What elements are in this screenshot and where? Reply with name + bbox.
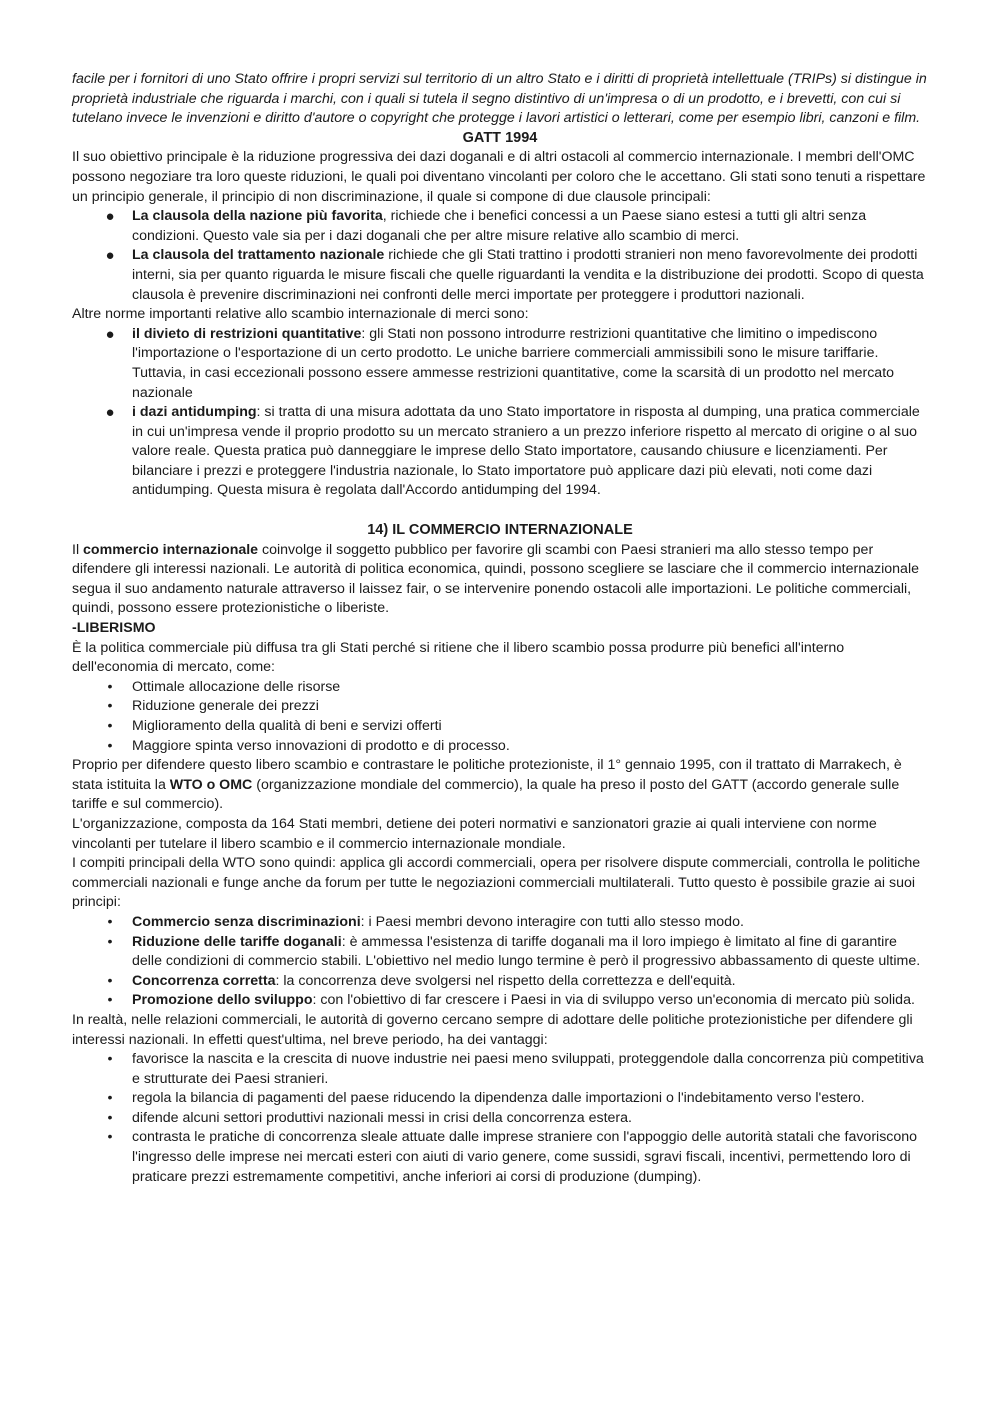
clause-title: La clausola del trattamento nazionale — [132, 247, 385, 264]
principle-title: Promozione dello sviluppo — [132, 992, 313, 1009]
reality-paragraph: In realtà, nelle relazioni commerciali, le autorità di governo cercano sempre di adottare delle politiche protezionistiche per difendere gli interessi nazionali. In effetti quest'ultima, nel breve periodo, ha dei vantaggi: — [72, 1011, 913, 1048]
list-item — [72, 1089, 928, 1109]
list-item-text: Riduzione generale dei prezzi — [132, 698, 319, 715]
gatt-paragraph: Il suo obiettivo principale è la riduzione progressiva dei dazi doganali e di altri ostacoli al commercio internazionale. I membri dell'OMC possono negoziare tra loro queste riduzioni, le quali poi diventano vincolanti per coloro che le accettano. Gli stati sono tenuti a rispettare un principio generale, il principio di non discriminazione, il quale si compone di due clausole principali: — [72, 149, 926, 205]
bullet-icon: ● — [105, 208, 115, 226]
organization-paragraph: L'organizzazione, composta da 164 Stati membri, detiene dei poteri normativi e sanzionatori grazie ai quali interviene con norme vincolanti per tutelare il libero scambio e il commercio internazionale mondiale. — [72, 815, 877, 852]
list-item-text: Miglioramento della qualità di beni e servizi offerti — [132, 718, 442, 734]
bullet-icon: • — [107, 678, 113, 695]
norm-text: : si tratta di una misura adottata da uno Stato importatore in risposta al dumping, una pratica commerciale in cui un'impresa vende il proprio prodotto su un mercato straniero a un prezzo inferiore rispetto al mercato di origine o al suo valore reale. Questa pratica può danneggiare le imprese dello Stato importatore, causando chiusure e licenziamenti. Per bilanciare i prezzi e proteggere l'industria nazionale, lo Stato importatore può applicare dazi più elevati, noti come dazi antidumping. Questa misura è regolata dall'Accordo antidumping del 1994. — [132, 404, 920, 499]
benefits-list — [72, 678, 928, 756]
bullet-icon: • — [107, 972, 113, 989]
gatt-heading: GATT 1994 — [462, 129, 538, 146]
text-span: Proprio per difendere questo libero scambio e contrastare le politiche protezioniste, il 1° gennaio 1995, con il trattato di Marrakech, è stata istituita la — [72, 757, 902, 793]
list-item — [72, 246, 928, 305]
principle-title: Commercio senza discriminazioni — [132, 913, 361, 930]
text-span: coinvolge il soggetto pubblico per favorire gli scambi con Paesi stranieri ma allo stesso tempo per difendere gli interessi nazionali. Le autorità di politica economica, quindi, possono scegliere se lasciare che il commercio internazionale segua il suo andamento naturale attraverso il laissez fair, o se intervenire ponendo ostacoli alle importazioni. Le politiche commerciali, quindi, possono essere protezionistiche o liberiste. — [72, 541, 919, 617]
principle-text: : i Paesi membri devono interagire con tutti allo stesso modo. — [360, 913, 744, 930]
bullet-icon: • — [107, 913, 113, 930]
list-item — [72, 737, 928, 757]
principles-list — [72, 913, 928, 1011]
list-item — [72, 207, 928, 246]
list-item-text: difende alcuni settori produttivi nazionali messi in crisi della concorrenza estera. — [132, 1109, 632, 1126]
bullet-icon: • — [107, 992, 113, 1009]
bullet-icon: ● — [105, 325, 115, 343]
clause-text: richiede che gli Stati trattino i prodotti stranieri non meno favorevolmente dei prodotti interni, sia per quanto riguarda le misure fiscali che quelle riguardanti la vendita e la distribuzione dei prodotti. Scopo di questa clausola è prevenire discriminazioni nei confronti delle merci importate per proteggere i produttori nazionali. — [132, 247, 924, 303]
advantages-list — [72, 1050, 928, 1187]
list-item — [72, 972, 928, 992]
list-item — [72, 933, 928, 972]
commercio-paragraph — [72, 541, 928, 619]
list-item — [72, 1050, 928, 1089]
gatt-clauses-list — [72, 207, 928, 305]
bullet-icon: • — [107, 1109, 113, 1126]
principle-text: : con l'obiettivo di far crescere i Paesi in via di sviluppo verso un'economia di mercato più solida. — [312, 992, 915, 1009]
document-page — [72, 70, 928, 1187]
bullet-icon: • — [107, 737, 113, 754]
bullet-icon: ● — [105, 404, 115, 422]
other-norms-intro: Altre norme importanti relative allo scambio internazionale di merci sono: — [72, 306, 529, 323]
list-item — [72, 325, 928, 403]
section-heading: 14) IL COMMERCIO INTERNAZIONALE — [367, 522, 633, 539]
norm-text: : gli Stati non possono introdurre restrizioni quantitative che limitino o impediscono l'importazione o l'esportazione di un certo prodotto. Le uniche barriere commerciali ammissibili sono le misure tariffarie. Tuttavia, in casi eccezionali possono essere ammesse restrizioni quantitative, come la scarsità di un prodotto nel mercato nazionale — [132, 325, 895, 401]
bullet-icon: • — [107, 718, 113, 734]
list-item-text: contrasta le pratiche di concorrenza sleale attuate dalle imprese straniere con l'appoggio delle autorità statali che favoriscono l'ingresso delle imprese nei mercati esteri con aiuti di vario genere, come sussidi, sgravi fiscali, incentivi, permettendo loro di praticare prezzi estremamente competitivi, anche inferiori ai corsi di produzione (dumping). — [132, 1129, 918, 1185]
principle-title: Concorrenza corretta — [132, 972, 276, 989]
norm-title: il divieto di restrizioni quantitative — [132, 325, 362, 342]
bullet-icon: • — [107, 1051, 113, 1068]
list-item — [72, 678, 928, 698]
bullet-icon: • — [107, 1129, 113, 1146]
list-item — [72, 697, 928, 717]
tasks-paragraph: I compiti principali della WTO sono quindi: applica gli accordi commerciali, opera per risolvere dispute commerciali, controlla le politiche commerciali nazionali e funge anche da forum per tutte le negoziazioni commerciali multilaterali. Tutto questo è possibile grazie ai suoi principi: — [72, 855, 921, 911]
text-span: (organizzazione mondiale del commercio), la quale ha preso il posto del GATT (accordo generale sulle tariffe e sul commercio). — [72, 776, 900, 813]
list-item — [72, 913, 928, 933]
list-item — [72, 403, 928, 501]
list-item-text: Ottimale allocazione delle risorse — [132, 678, 341, 695]
bullet-icon: ● — [105, 247, 115, 265]
bullet-icon: • — [107, 933, 113, 950]
list-item-text: Maggiore spinta verso innovazioni di prodotto e di processo. — [132, 737, 510, 754]
list-item-text: favorisce la nascita e la crescita di nuove industrie nei paesi meno sviluppati, proteggendole dalla concorrenza più competitiva e strutturate dei Paesi stranieri. — [132, 1051, 924, 1087]
bullet-icon: • — [107, 1090, 113, 1107]
clause-title: La clausola della nazione più favorita — [132, 208, 383, 225]
list-item — [72, 991, 928, 1011]
list-item-text: regola la bilancia di pagamenti del paese riducendo la dipendenza dalle importazioni o l'indebitamento verso l'estero. — [132, 1090, 865, 1107]
bullet-icon: • — [107, 698, 113, 715]
principle-title: Riduzione delle tariffe doganali — [132, 933, 342, 950]
principle-text: : la concorrenza deve svolgersi nel rispetto della correttezza e dell'equità. — [275, 972, 736, 989]
clause-text: , richiede che i benefici concessi a un Paese siano estesi a tutti gli altri senza condizioni. Questo vale sia per i dazi doganali che per altre misure relative allo scambio di merci. — [132, 208, 867, 244]
liberismo-heading: -LIBERISMO — [72, 620, 156, 637]
bold-term: WTO o OMC — [169, 776, 253, 793]
list-item — [72, 717, 928, 737]
bold-term: commercio internazionale — [83, 541, 259, 558]
gatt-norms-list — [72, 325, 928, 501]
text-span: Il — [72, 541, 84, 558]
list-item — [72, 1109, 928, 1129]
list-item — [72, 1128, 928, 1187]
principle-text: : è ammessa l'esistenza di tariffe doganali ma il loro impiego è limitato al fine di garantire delle condizioni di commercio stabili. L'obiettivo nel medio lungo termine è però il progressivo abbassamento di queste ultime. — [132, 933, 921, 970]
intro-paragraph: facile per i fornitori di uno Stato offrire i propri servizi sul territorio di un altro Stato e i diritti di proprietà intellettuale (TRIPs) si distingue in proprietà industriale che riguarda i marchi, con i quali si tutela il segno distintivo di un'impresa o di un prodotto, e i brevetti, con cui si tutelano invece le invenzioni e diritto d'autore o copyright che protegge i lavori artistici o letterari, come per esempio libri, canzoni e film. — [72, 71, 927, 127]
liberismo-paragraph: È la politica commerciale più diffusa tra gli Stati perché si ritiene che il libero scambio possa produrre più benefici all'interno dell'economia di mercato, come: — [72, 639, 845, 676]
norm-title: i dazi antidumping — [132, 404, 257, 421]
wto-paragraph — [72, 756, 928, 815]
